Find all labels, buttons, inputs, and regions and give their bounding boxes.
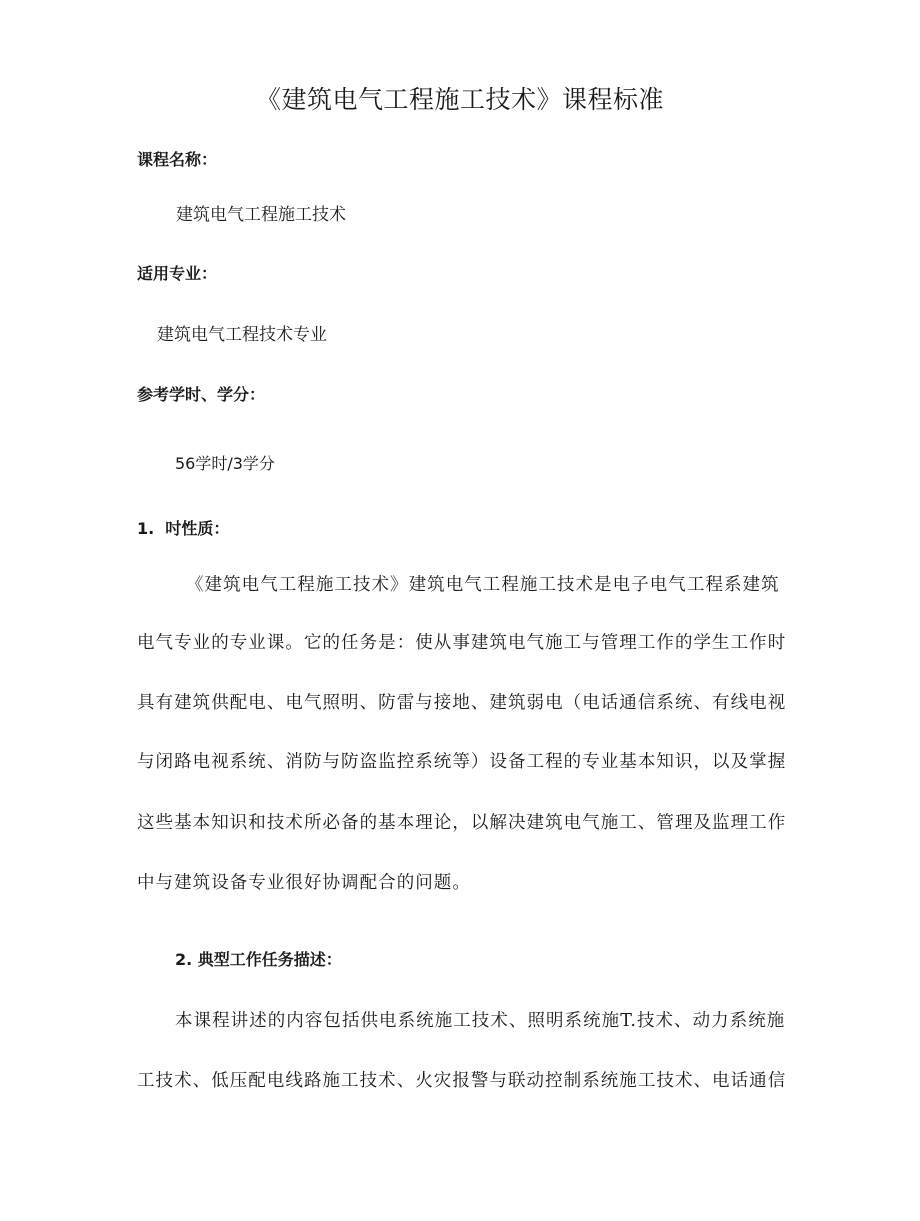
field-value-hours-credits: 56学时/3学分 [175,454,275,473]
paragraph-line: 具有建筑供配电、电气照明、防雷与接地、建筑弱电（电话通信系统、有线电视 [137,693,787,713]
paragraph-line: 本课程讲述的内容包括供电系统施工技术、照明系统施T.技术、动力系统施 [175,1011,786,1031]
paragraph-line: 这些基本知识和技术所必备的基本理论，以解决建筑电气施工、管理及监理工作 [137,813,787,833]
field-label-course-name: 课程名称： [137,150,218,169]
paragraph-line: 与闭路电视系统、消防与防盗监控系统等）设备工程的专业基本知识，以及掌握 [137,752,787,772]
paragraph-line: 电气专业的专业课。它的任务是：使从事建筑电气施工与管理工作的学生工作时 [137,633,787,653]
field-label-major: 适用专业： [137,264,218,283]
paragraph-line: 工技术、低压配电线路施工技术、火灾报警与联动控制系统施工技术、电话通信 [137,1071,787,1091]
section-heading-typical-tasks: 2. 典型工作任务描述： [175,950,342,969]
page-title: 《建筑电气工程施工技术》课程标准 [255,85,664,114]
section-heading-nature: 1. 吋性质： [137,519,230,538]
field-value-course-name: 建筑电气工程施工技术 [176,205,346,225]
paragraph-line: 中与建筑设备专业很好协调配合的问题。 [137,873,471,893]
field-label-hours-credits: 参考学时、学分： [137,385,266,404]
field-value-major: 建筑电气工程技术专业 [157,325,327,345]
paragraph-line: 《建筑电气工程施工技术》建筑电气工程施工技术是电子电气工程系建筑 [186,575,780,595]
